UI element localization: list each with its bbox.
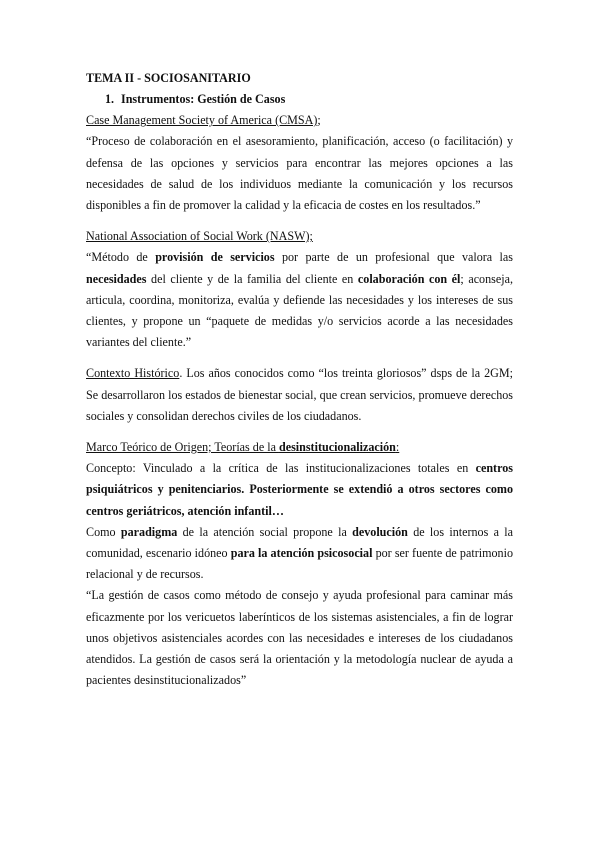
text-run: Como [86,524,121,539]
text-run: “Método de [86,250,156,265]
marco-line [86,458,513,479]
nasw-line: variantes del cliente.” [86,335,192,350]
marco-line [86,522,513,543]
quote-line: “La gestión de casos como método de consejo y ayuda profesional para caminar más [86,588,513,603]
cmsa-block [86,110,513,216]
quote-line: atendidos. La gestión de casos será la orientación y la metodología nuclear de ayuda a [86,652,513,667]
cmsa-line: necesidades de salud de los individuos mediante la comunicación y los recursos [86,176,513,191]
cmsa-source-tail: ; [317,113,321,128]
bold-run: provisión de servicios [155,250,275,265]
bold-run: centros [475,461,513,476]
marco-block [86,437,513,691]
bold-run: paradigma [120,524,178,539]
text-run: comunidad, escenario idóneo [86,546,231,561]
text-run: . Los años conocidos como “los treinta gloriosos” dsps de la 2GM; [179,366,514,381]
contexto-block [86,363,513,427]
quote-line: unos objetivos asistenciales acordes con las necesidades e intereses de los ciudadanos [86,630,513,645]
contexto-line: Se desarrollaron los estados de bienestar social, que crean servicios, promueve derechos [86,387,513,402]
nasw-source: National Association of Social Work (NASW); [86,229,313,244]
cmsa-line: “Proceso de colaboración en el asesoramiento, planificación, acceso (o facilitación) y [86,134,513,149]
bold-run: para la atención psicosocial [230,546,373,561]
marco-heading [86,437,513,458]
marco-line [86,543,513,564]
text-run: : [395,440,400,455]
nasw-line [86,269,513,290]
cmsa-source: Case Management Society of America (CMSA) [86,113,318,128]
cmsa-line: disponibles a fin de promover la calidad y la eficacia de costes en los resultados.” [86,198,481,213]
bold-run: colaboración con él [357,271,461,286]
bold-run: devolución [352,524,408,539]
text-run: del cliente y de la familia del cliente en [146,271,358,286]
marco-line: psiquiátricos y penitenciarios. Posteriormente se extendió a otros sectores como [86,482,513,497]
contexto-line: sociales y consolidan derechos civiles de los ciudadanos. [86,408,362,423]
text-run: por ser fuente de patrimonio [372,546,513,561]
bold-run: desinstitucionalización [278,440,396,455]
text-run: Concepto: Vinculado a la crítica de las institucionalizaciones totales en [86,461,476,476]
nasw-line [86,247,513,268]
text-run: ; aconseja, [460,271,513,286]
nasw-block [86,226,513,353]
nasw-line: articula, coordina, monitoriza, evalúa y defiende las necesidades y los intereses de sus [86,292,513,307]
section-title: Instrumentos: Gestión de Casos [121,92,286,106]
section-number: 1. [105,92,115,106]
text-run: Marco Teórico de Origen; Teorías de la [86,440,279,455]
marco-line: centros geriátricos, atención infantil… [86,503,284,518]
contexto-label: Contexto Histórico [86,366,180,381]
page-title: TEMA II - SOCIOSANITARIO [86,71,251,85]
bold-run: necesidades [86,271,147,286]
cmsa-line: defensa de las opciones y servicios para encontrar las mejores opciones a las [86,155,513,170]
quote-line: pacientes desinstitucionalizados” [86,673,247,688]
text-run: por parte de un profesional que valora las [274,250,513,265]
nasw-line: clientes, y propone un “paquete de medidas y/o servicios acorde a las necesidades [86,314,513,329]
section-heading [86,89,513,110]
contexto-line [86,363,513,384]
marco-line: relacional y de recursos. [86,567,204,582]
text-run: de la atención social propone la [177,524,353,539]
text-run: de los internos a la [407,524,514,539]
quote-line: eficazmente por los vericuetos laberínticos de los sistemas asistenciales, a fin de lograr [86,609,513,624]
